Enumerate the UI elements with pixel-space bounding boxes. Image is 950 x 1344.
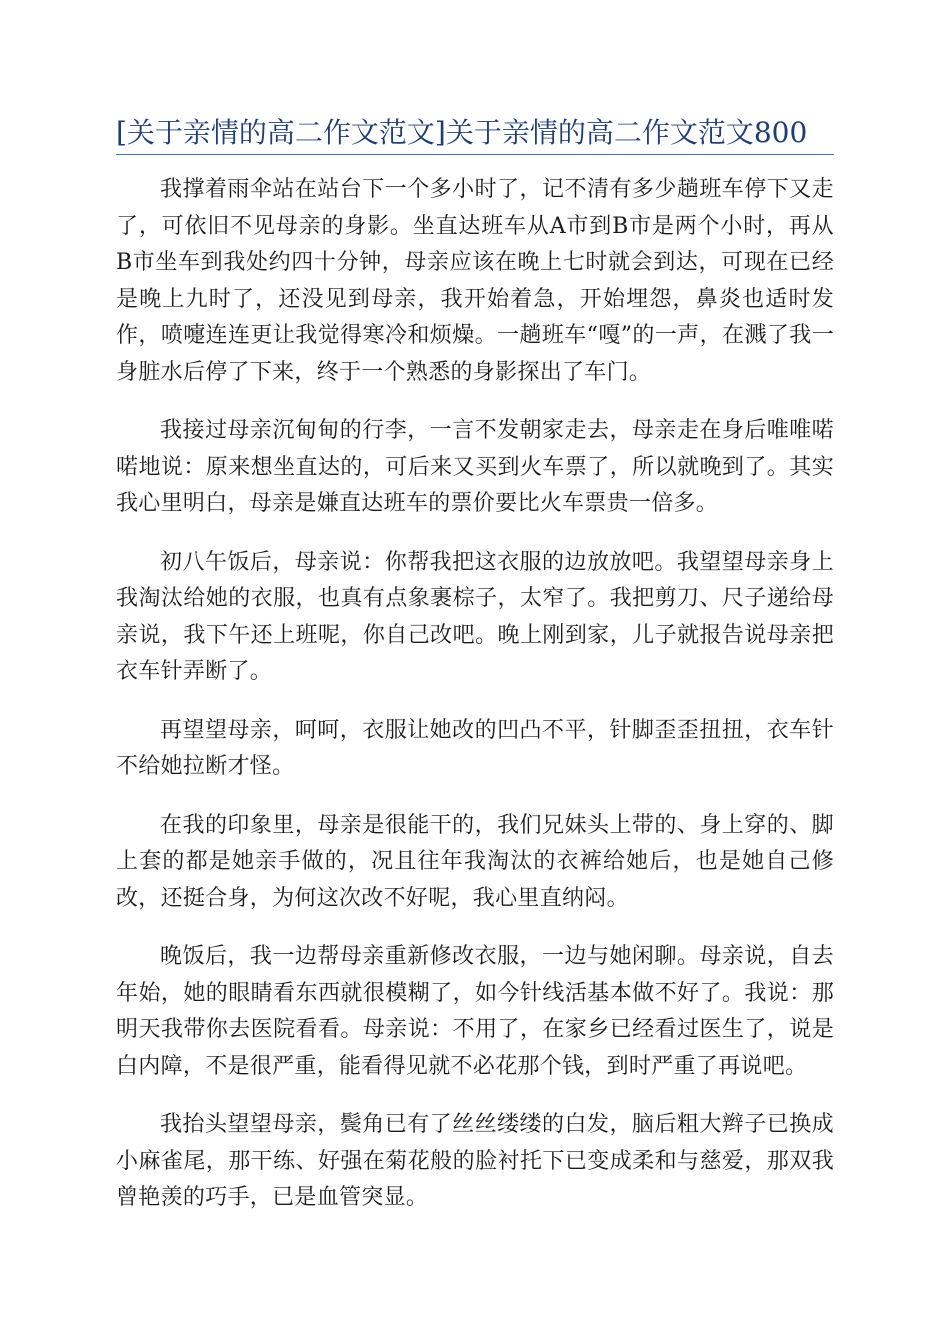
paragraph: 在我的印象里，母亲是很能干的，我们兄妹头上带的、身上穿的、脚上套的都是她亲手做的，况且往年我淘汰的衣裤给她后，也是她自己修改，还挺合身，为何这次改不好呢，我心里直纳闷。	[116, 812, 834, 911]
document-body	[116, 172, 834, 1239]
paragraph: 初八午饭后，母亲说：你帮我把这衣服的边放放吧。我望望母亲身上我淘汰给她的衣服，也真有点象裹棕子，太窄了。我把剪刀、尺子递给母亲说，我下午还上班呢，你自己改吧。晚上刚到家，儿子就报告说母亲把衣车针弄断了。	[116, 549, 834, 684]
title-underline	[116, 154, 834, 155]
document-title: [关于亲情的高二作文范文]关于亲情的高二作文范文800	[116, 116, 808, 149]
paragraph: 晚饭后，我一边帮母亲重新修改衣服，一边与她闲聊。母亲说，自去年始，她的眼睛看东西就很模糊了，如今针线活基本做不好了。我说：那明天我带你去医院看看。母亲说：不用了，在家乡已经看过医生了，说是白内障，不是很严重，能看得见就不必花那个钱，到时严重了再说吧。	[116, 944, 834, 1079]
paragraph: 我抬头望望母亲，鬓角已有了丝丝缕缕的白发，脑后粗大辫子已换成小麻雀尾，那干练、好强在菊花般的脸衬托下已变成柔和与慈爱，那双我曾艳羡的巧手，已是血管突显。	[116, 1112, 834, 1210]
paragraph: 我接过母亲沉甸甸的行李，一言不发朝家走去，母亲走在身后唯唯喏喏地说：原来想坐直达的，可后来又买到火车票了，所以就晚到了。其实我心里明白，母亲是嫌直达班车的票价要比火车票贵一倍多。	[116, 418, 834, 516]
paragraph: 我撑着雨伞站在站台下一个多小时了，记不清有多少趟班车停下又走了，可依旧不见母亲的身影。坐直达班车从A市到B市是两个小时，再从B市坐车到我处约四十分钟，母亲应该在晚上七时就会到达，可现在已经是晚上九时了，还没见到母亲，我开始着急，开始埋怨，鼻炎也适时发作，喷嚏连连更让我觉得寒冷和烦燥。一趟班车“嘎”的一声，在溅了我一身脏水后停了下来，终于一个熟悉的身影探出了车门。	[116, 177, 834, 385]
paragraph: 再望望母亲，呵呵，衣服让她改的凹凸不平，针脚歪歪扭扭，衣车针不给她拉断才怪。	[116, 717, 834, 779]
